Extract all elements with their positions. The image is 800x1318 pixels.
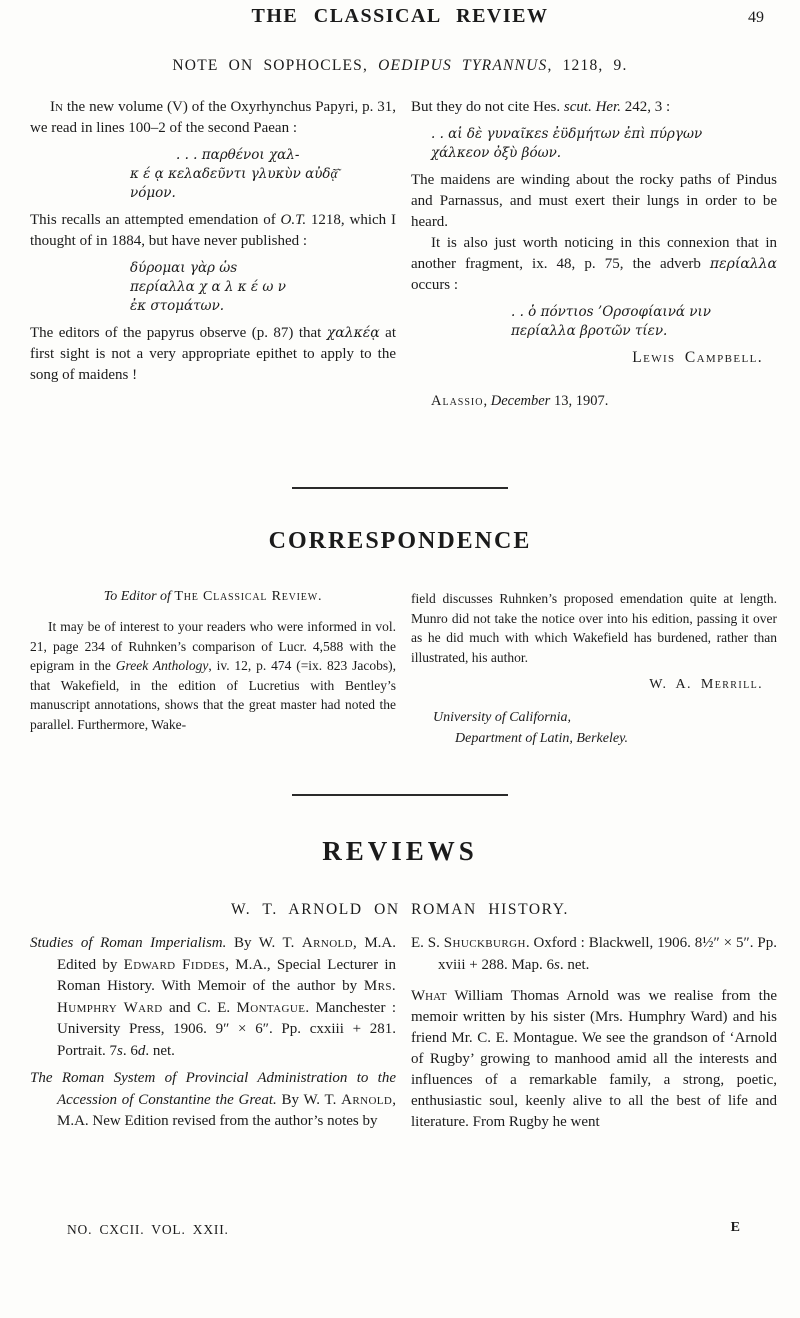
verse-line: περίαλλα βροτῶν τίεν. (511, 323, 668, 339)
correspondence-paragraph: field discusses Ruhnken’s proposed emendation quite at length. Munro did not take the notice over into his edition, passing it over as he did much with which Wakefield has burdened, rather than illustrated, his author. (411, 591, 777, 665)
text-run: Mrs. Humphry Ward (57, 978, 396, 1016)
text-run: The Roman System of Provincial Administration to the Accession of Constantine the Great. (30, 1070, 396, 1108)
note-paragraph (30, 97, 396, 139)
page-number: 49 (748, 9, 764, 26)
text-run: By W. T. (276, 1091, 342, 1108)
text-run: By W. T. (226, 935, 302, 951)
note-paragraph: The maidens are winding about the rocky paths of Pindus and Parnassus, and must exert their lungs in order to be heard. (411, 172, 777, 230)
verse-line: περίαλλα χ α λ κ έ ω ν (130, 279, 286, 295)
text-run: The editors of the papyrus observe (p. 87) that (30, 325, 327, 341)
book-entry-1 (30, 933, 396, 1062)
text-run: Arnold (301, 935, 354, 951)
greek-verse-1 (130, 146, 396, 203)
verse-line: δύρομαι γὰρ ὡs (130, 260, 238, 276)
section-divider-rule (292, 487, 508, 489)
verse-line: ἐκ στομάτων. (130, 298, 225, 314)
text-run: the new volume (V) of the Oxyrhynchus Papyri, p. 31, we read in lines 100–2 of the second Paean : (30, 99, 396, 136)
text-run: . 6 (122, 1042, 138, 1059)
text-run: William Thomas Arnold was we realise from the memoir written by his sister (Mrs. Humphry Ward) and his friend Mr. C. E. Montague. We see the grandson of ‘Arnold of Rugby’ growing to manhood amid all the interests and influences of a remarkable family, a strong, poetic, enthusiastic soul, keenly alive to all the best of life and literature. From Rugby he went (411, 988, 777, 1130)
greek-verse-3 (431, 125, 777, 163)
text-run: Arnold (341, 1091, 393, 1108)
text-run: scut. Her. (563, 99, 621, 115)
reviews-right-column (411, 933, 777, 1139)
greek-verse-2 (130, 259, 396, 316)
footer-signature-mark: E (730, 1220, 740, 1235)
text-run: The Classical Review. (174, 589, 323, 604)
text-run: χαλκέᾳ (326, 325, 380, 341)
dateline (431, 393, 777, 410)
book-entry-continuation (411, 933, 777, 976)
reviews-columns (30, 933, 778, 1139)
text-run: Montague (236, 999, 306, 1016)
text-run: , 1218, 9. (547, 57, 628, 74)
verse-line: κ έ ᾳ κελαδεῦντι γλυκὺν αὐδᾷ͂ (130, 166, 338, 182)
author-address (433, 707, 777, 749)
footer-issue-volume: NO. CXCII. VOL. XXII. (67, 1222, 229, 1237)
text-run: περίαλλα (709, 256, 777, 272)
correspondence-right-column (411, 589, 777, 749)
text-run: E. S. (411, 935, 444, 951)
correspondence-paragraph (30, 617, 396, 734)
text-run: This recalls an attempted emendation of (30, 212, 281, 228)
text-run: . net. (559, 956, 590, 973)
correspondence-columns (30, 589, 778, 749)
note-paragraph (411, 97, 777, 118)
text-run: , M.A. Edited by (57, 935, 396, 973)
note-paragraph (30, 210, 396, 252)
correspondence-left-column (30, 589, 396, 749)
text-run: . Oxford : Blackwell, 1906. 8½″ × 5″. Pp. xviii + 288. Map. 6 (438, 935, 777, 973)
verse-line: . . ὁ πόντιοs ’Ορσοφίαινά νιν (511, 304, 712, 320)
text-run: Edward Fiddes (123, 956, 226, 973)
text-run: It is also just worth noticing in this connexion that in another fragment, ix. 48, p. 75, the adverb (411, 235, 777, 272)
text-run: But they do not cite Hes. (411, 99, 564, 115)
text-run: , (483, 393, 491, 409)
verse-line: χάλκεον ὀξὺ βόων. (431, 145, 562, 161)
text-run: d (137, 1042, 146, 1059)
author-signature: W. A. Merrill. (649, 677, 763, 692)
text-run: 1218, which I thought of in 1884, but have never published : (30, 212, 396, 249)
text-run: Studies of Roman Imperialism. (30, 935, 227, 951)
section-divider-rule (292, 794, 508, 796)
address-line: University of California, (433, 710, 572, 725)
text-run: It may be of interest to your readers who were informed in vol. 21, page 234 of Ruhnken’s comparison of Lucr. 4,588 with the epigram in the (30, 619, 396, 673)
reviews-subheading: W. T. ARNOLD ON ROMAN HISTORY. (230, 901, 570, 918)
note-right-column (411, 97, 777, 410)
salutation (30, 589, 396, 605)
text-run: December (490, 393, 551, 409)
text-run: at first sight is not a very appropriate epithet to apply to the song of maidens ! (30, 325, 396, 383)
text-run: s (117, 1042, 123, 1059)
note-paragraph (411, 233, 777, 296)
text-run: occurs : (411, 277, 459, 293)
note-left-column (30, 97, 396, 410)
verse-line: νόμον. (130, 185, 176, 201)
text-run: . net. (145, 1042, 175, 1059)
note-paragraph (30, 323, 396, 386)
note-title (0, 57, 800, 75)
book-entry-2 (30, 1068, 396, 1133)
text-run: and C. E. (162, 999, 237, 1016)
address-line: Department of Latin, Berkeley. (455, 731, 629, 746)
text-run: 13, 1907. (550, 393, 609, 409)
reviews-heading: REVIEWS (322, 836, 478, 866)
review-paragraph (411, 986, 777, 1133)
text-run: 242, 3 : (620, 99, 671, 115)
text-run: In (50, 99, 63, 115)
text-run: . Manchester : University Press, 1906. 9″ × 6″. Pp. cxxiii + 281. Portrait. 7 (57, 999, 396, 1059)
text-run: , iv. 12, p. 474 (=ix. 823 Jacobs), that Wakefield, in the edition of Lucretius with Bentley’s manuscript annotations, shows that the great master had noted the parallel. Furthermore, Wake- (30, 658, 396, 732)
text-run: , M.A., Special Lecturer in Roman History. With Memoir of the author by (57, 956, 396, 994)
text-run: To Editor of (103, 589, 175, 604)
text-run: Alassio (431, 393, 484, 409)
text-run: What (411, 988, 447, 1004)
text-run: NOTE ON SOPHOCLES, (172, 57, 379, 74)
verse-line: . . . παρθένοι χαλ- (176, 147, 300, 163)
verse-line: . . αἱ δὲ γυναῖκεs ἐϋδμήτων ἐπὶ πύργων (431, 126, 703, 142)
correspondence-heading: CORRESPONDENCE (268, 528, 532, 554)
reviews-left-column (30, 933, 396, 1139)
text-run: OEDIPUS TYRANNUS (378, 57, 548, 74)
greek-verse-4 (511, 303, 777, 341)
text-run: Shuckburgh (443, 935, 526, 951)
author-signature: Lewis Campbell. (632, 349, 763, 366)
text-run: Greek Anthology (115, 658, 209, 673)
text-run: O.T. (280, 212, 307, 228)
note-columns (30, 97, 778, 410)
text-run: , M.A. New Edition revised from the author’s notes by (57, 1091, 396, 1129)
text-run: s (553, 956, 560, 973)
journal-title: THE CLASSICAL REVIEW (251, 5, 549, 27)
